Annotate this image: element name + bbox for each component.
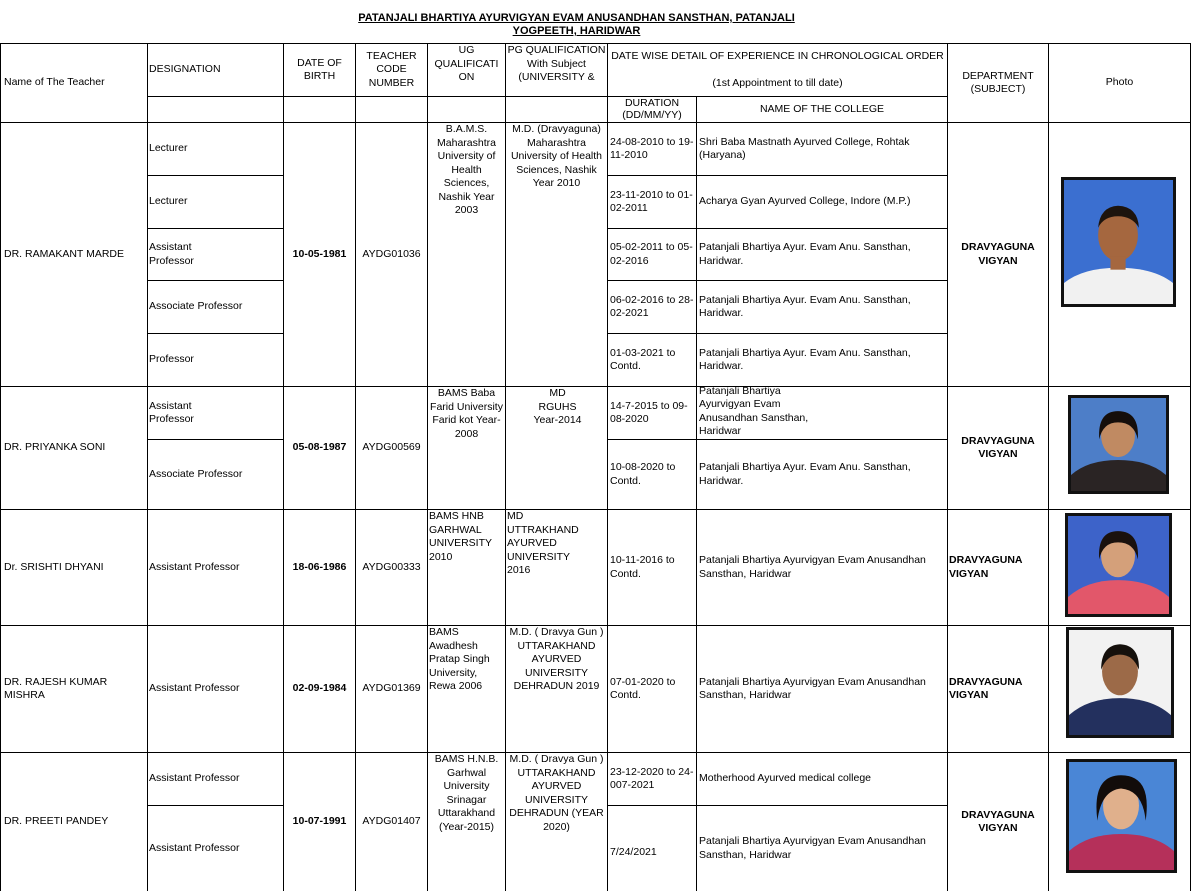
designation-cell: Lecturer [149, 142, 188, 155]
college-cell: Patanjali Bhartiya Ayurvigyan Evam Anusandhan Sansthan, Haridwar [699, 554, 926, 580]
teacher-name: DR. RAJESH KUMAR MISHRA [4, 675, 108, 701]
teacher-department: DRAVYAGUNA VIGYAN [949, 554, 1023, 580]
designation-cell: Associate Professor [149, 467, 243, 480]
header-name: Name of The Teacher [4, 76, 105, 89]
person-photo-icon [1071, 398, 1166, 491]
teacher-ug: BAMS H.N.B. Garhwal University Srinagar Uttarakhand (Year-2015) [434, 753, 499, 833]
duration-cell: 06-02-2016 to 28-02-2021 [610, 293, 694, 319]
teacher-pg: MD UTTRAKHAND AYURVED UNIVERSITY 2016 [507, 510, 579, 576]
teacher-dob: 02-09-1984 [292, 682, 347, 695]
college-cell: Patanjali Bhartiya Ayur. Evam Anu. Sansthan, Haridwar. [699, 346, 911, 372]
designation-cell: Assistant Professor [149, 772, 240, 785]
designation-cell: Associate Professor [149, 300, 243, 313]
designation-cell: Lecturer [149, 195, 188, 208]
header-experience-note: (1st Appointment to till date) [712, 77, 843, 89]
teacher-name: DR. PREETI PANDEY [4, 815, 109, 828]
teacher-department: DRAVYAGUNA VIGYAN [961, 241, 1035, 267]
duration-cell: 07-01-2020 to Contd. [610, 675, 676, 701]
header-department: DEPARTMENT (SUBJECT) [962, 69, 1034, 95]
designation-cell: Assistant Professor [149, 399, 194, 425]
header-pg: PG QUALIFICATION With Subject (UNIVERSITY & [507, 44, 606, 83]
teacher-department: DRAVYAGUNA VIGYAN [961, 434, 1035, 460]
document-title-line-1: PATANJALI BHARTIYA AYURVIGYAN EVAM ANUSANDHAN SANSTHAN, PATANJALI [358, 12, 795, 24]
college-cell: Shri Baba Mastnath Ayurved College, Rohtak (Haryana) [699, 135, 910, 161]
designation-cell: Assistant Professor [149, 841, 240, 854]
teacher-photo [1061, 177, 1176, 307]
teacher-code: AYDG01369 [362, 682, 421, 695]
header-ug: UG QUALIFICATI ON [434, 44, 499, 83]
header-experience: DATE WISE DETAIL OF EXPERIENCE IN CHRONOLOGICAL ORDER [611, 50, 944, 62]
college-cell: Acharya Gyan Ayurved College, Indore (M.P.) [699, 195, 911, 208]
teacher-name: Dr. SRISHTI DHYANI [4, 560, 104, 573]
college-cell: Patanjali Bhartiya Ayur. Evam Anu. Sansthan, Haridwar. [699, 461, 911, 487]
duration-cell: 24-08-2010 to 19-11-2010 [610, 135, 694, 161]
teacher-pg: MD RGUHS Year-2014 [533, 387, 582, 426]
teacher-dob: 18-06-1986 [292, 560, 347, 573]
teacher-code: AYDG01407 [362, 815, 421, 828]
duration-cell: 7/24/2021 [610, 845, 657, 858]
teacher-ug: BAMS HNB GARHWAL UNIVERSITY 2010 [429, 510, 492, 563]
document-title-line-2: YOGPEETH, HARIDWAR [512, 25, 641, 37]
college-cell: Patanjali Bhartiya Ayurvigyan Evam Anusandhan Sansthan, Haridwar [699, 835, 926, 861]
person-photo-icon [1069, 762, 1174, 870]
designation-cell: Assistant Professor [149, 241, 194, 267]
teacher-ug: BAMS Awadhesh Pratap Singh University, Rewa 2006 [429, 626, 490, 692]
designation-cell: Professor [149, 353, 194, 366]
duration-cell: 23-11-2010 to 01-02-2011 [610, 188, 693, 214]
college-cell: Patanjali Bhartiya Ayurvigyan Evam Anusandhan Sansthan, Haridwar [699, 675, 926, 701]
duration-cell: 10-08-2020 to Contd. [610, 461, 676, 487]
header-college: NAME OF THE COLLEGE [759, 102, 885, 115]
teacher-dob: 10-05-1981 [292, 247, 347, 260]
teacher-ug: BAMS Baba Farid University Farid kot Year-2008 [430, 387, 503, 440]
person-photo-icon [1068, 516, 1169, 614]
duration-cell: 10-11-2016 to Contd. [610, 554, 675, 580]
college-cell: Patanjali Bhartiya Ayur. Evam Anu. Sansthan, Haridwar. [699, 293, 911, 319]
teacher-photo [1068, 395, 1169, 494]
teacher-photo [1066, 759, 1177, 873]
teacher-name: DR. RAMAKANT MARDE [4, 247, 124, 260]
duration-cell: 05-02-2011 to 05-02-2016 [610, 241, 693, 267]
header-duration: DURATION (DD/MM/YY) [622, 97, 682, 121]
teacher-photo [1066, 627, 1174, 738]
duration-cell: 23-12-2020 to 24-007-2021 [610, 765, 694, 791]
teacher-department: DRAVYAGUNA VIGYAN [961, 808, 1035, 834]
teacher-photo [1065, 513, 1172, 617]
college-cell: Patanjali Bhartiya Ayur. Evam Anu. Sansthan, Haridwar. [699, 241, 911, 267]
header-photo: Photo [1105, 76, 1134, 89]
teacher-name: DR. PRIYANKA SONI [4, 441, 106, 454]
teacher-pg: M.D. (Dravyaguna) Maharashtra University of Health Sciences, Nashik Year 2010 [510, 123, 603, 189]
college-cell: Motherhood Ayurved medical college [699, 772, 871, 785]
teacher-code: AYDG00569 [362, 441, 421, 454]
duration-cell: 01-03-2021 to Contd. [610, 346, 676, 372]
header-dob: DATE OF BIRTH [297, 56, 342, 82]
person-photo-icon [1069, 630, 1171, 735]
teacher-pg: M.D. ( Dravya Gun ) UTTARAKHAND AYURVED UNIVERSITY DEHRADUN 2019 [509, 626, 604, 692]
header-designation: DESIGNATION [149, 63, 221, 75]
header-teacher-code: TEACHER CODE NUMBER [366, 49, 417, 89]
teacher-dob: 05-08-1987 [292, 441, 347, 454]
teacher-department: DRAVYAGUNA VIGYAN [949, 675, 1023, 701]
person-photo-icon [1064, 180, 1173, 304]
teacher-code: AYDG00333 [362, 560, 421, 573]
college-cell: Patanjali Bhartiya Ayurvigyan Evam Anusandhan Sansthan, Haridwar [699, 384, 809, 437]
teacher-pg: M.D. ( Dravya Gun ) UTTARAKHAND AYURVED UNIVERSITY DEHRADUN (YEAR 2020) [509, 753, 604, 833]
teacher-dob: 10-07-1991 [292, 815, 347, 828]
designation-cell: Assistant Professor [149, 560, 240, 573]
teacher-code: AYDG01036 [362, 247, 421, 260]
teacher-ug: B.A.M.S. Maharashtra University of Health Sciences, Nashik Year 2003 [437, 123, 496, 216]
duration-cell: 14-7-2015 to 09-08-2020 [610, 399, 688, 425]
designation-cell: Assistant Professor [149, 682, 240, 695]
